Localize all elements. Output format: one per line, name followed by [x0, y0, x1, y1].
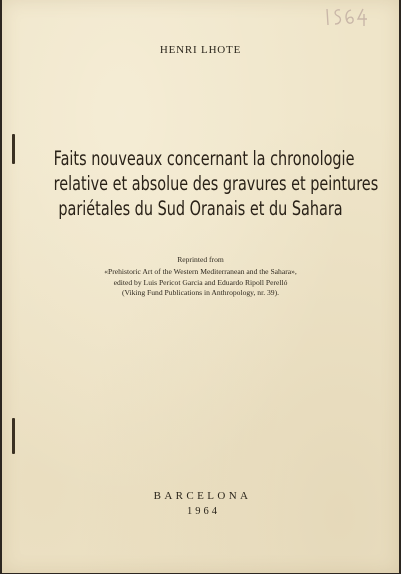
reprint-notice	[2, 255, 399, 299]
author-name: HENRI LHOTE	[159, 44, 242, 56]
reprint-source-line: edited by Luis Pericot Garcia and Eduardo Ripoll Perelló	[113, 277, 288, 287]
title-line: Faits nouveaux concernant la chronologie	[53, 147, 355, 170]
reprint-label: Reprinted from	[177, 255, 224, 264]
reprint-source-line: «Prehistoric Art of the Western Mediterranean and the Sahara»,	[104, 267, 297, 277]
document-title	[53, 146, 379, 221]
reprint-source-line: (Viking Fund Publications in Anthropology, nr. 39).	[121, 288, 280, 298]
binding-mark-top	[12, 134, 15, 164]
title-line: relative et absolue des gravures et peintures	[53, 172, 379, 195]
handwritten-shelfmark	[323, 5, 373, 29]
shelfmark-handwriting-icon	[323, 5, 373, 29]
imprint-year: 1964	[187, 506, 220, 517]
imprint-place: BARCELONA	[153, 490, 252, 502]
binding-mark-bottom	[12, 418, 15, 454]
title-page	[2, 0, 399, 573]
title-line: pariétales du Sud Oranais et du Sahara	[58, 197, 343, 220]
